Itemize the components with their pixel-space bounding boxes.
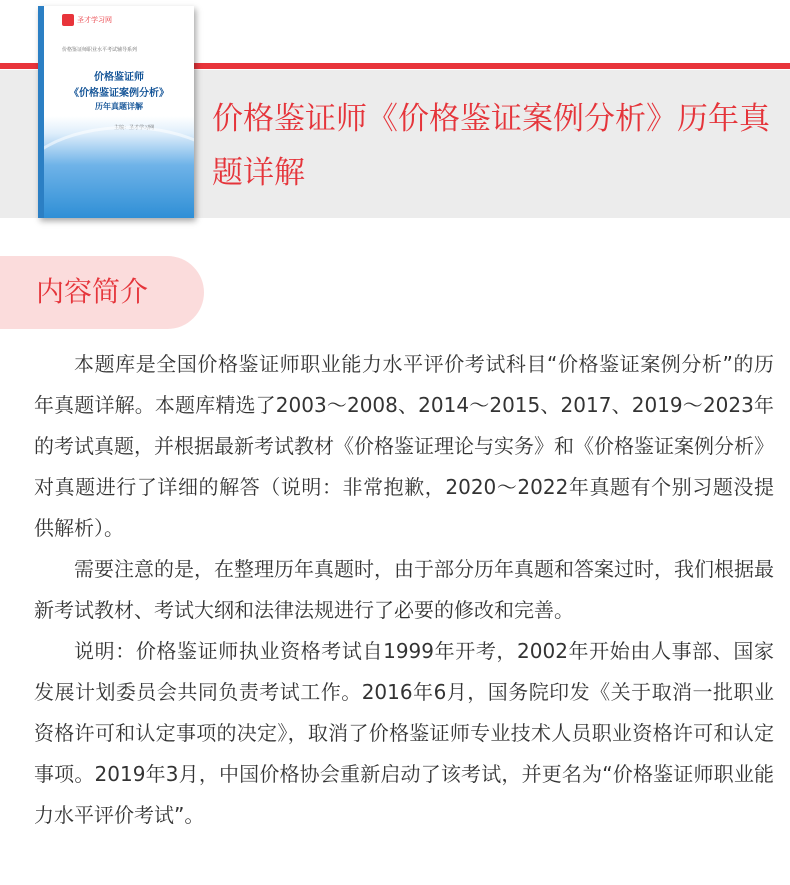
intro-content xyxy=(34,344,774,836)
book-series: 价格鉴证师职业水平考试辅导系列 xyxy=(62,47,138,53)
intro-paragraph: 说明：价格鉴证师执业资格考试自1999年开考，2002年开始由人事部、国家发展计划委员会共同负责考试工作。2016年6月，国务院印发《关于取消一批职业资格许可和认定事项的决定》，取消了价格鉴证师专业技术人员职业资格许可和认定事项。2019年3月，中国价格协会重新启动了该考试，并更名为“价格鉴证师职业能力水平评价考试”。 xyxy=(34,639,774,827)
book-title: 价格鉴证师《价格鉴证案例分析》历年真题详解 xyxy=(212,101,770,191)
book-cover-image xyxy=(38,6,194,218)
intro-paragraph: 需要注意的是，在整理历年真题时，由于部分历年真题和答案过时，我们根据最新考试教材、考试大纲和法律法规进行了必要的修改和完善。 xyxy=(34,557,774,622)
book-swirl-decoration xyxy=(38,126,194,218)
book-cover-line2: 《价格鉴证案例分析》 xyxy=(69,88,169,99)
section-title: 内容简介 xyxy=(36,275,149,308)
logo-mark-icon xyxy=(62,14,74,26)
publisher-logo xyxy=(62,14,118,26)
book-cover-line1: 价格鉴证师 xyxy=(94,72,144,83)
logo-text: 圣才学习网 xyxy=(77,16,112,24)
intro-paragraph: 本题库是全国价格鉴证师职业能力水平评价考试科目“价格鉴证案例分析”的历年真题详解。本题库精选了2003～2008、2014～2015、2017、2019～2023年的考试真题，并根据最新考试教材《价格鉴证理论与实务》和《价格鉴证案例分析》对真题进行了详细的解答（说明：非常抱歉，2020～2022年真题有个别习题没提供解析）。 xyxy=(34,352,774,540)
book-editor: 主编：圣才学习网 xyxy=(114,125,155,131)
book-cover-line3: 历年真题详解 xyxy=(95,102,143,111)
